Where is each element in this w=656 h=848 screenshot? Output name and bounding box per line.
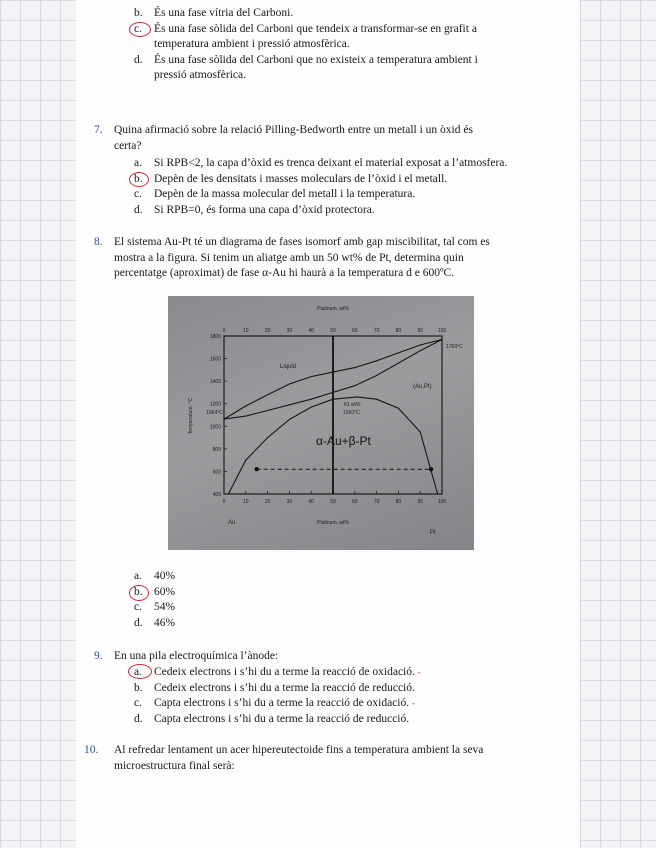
option-letter: d.: [134, 616, 143, 629]
x-tick-label: 10: [243, 499, 249, 505]
x-tick-label: 100: [437, 499, 447, 505]
option-letter: b.: [134, 172, 143, 185]
x-tick-label-top: 30: [286, 328, 293, 334]
question-9: [94, 649, 279, 665]
q8-option-c: [134, 600, 175, 616]
option-text: És una fase vítria del Carboni.: [154, 7, 294, 19]
q9-option-c: [134, 696, 421, 712]
y-tick-label: 600: [212, 469, 221, 476]
y-tick-label: 1600: [209, 356, 221, 363]
option-letter: a.: [134, 157, 142, 169]
y-tick-label: 1000: [209, 424, 221, 431]
option-letter: a.: [134, 570, 142, 582]
option-text: Si RPB=0, és forma una capa d’òxid protectora.: [154, 203, 375, 216]
question-text: El sistema Au-Pt té un diagrama de fases isomorf amb gap miscibilitat, tal com es: [114, 236, 490, 248]
q7-question: [94, 123, 473, 139]
q8-option-a: [134, 569, 175, 585]
x-tick-label: 80: [395, 499, 402, 505]
option-text: Cedeix electrons i s’hi du a terme la reacció de oxidació.: [154, 666, 415, 678]
q8-question-cont-1: mostra a la figura. Si tenim un aliatge amb un 50 wt% de Pt, determina quin: [114, 251, 464, 264]
x-tick-label-top: 0: [222, 328, 226, 334]
q7-option-d: [134, 203, 507, 219]
liquid-region-label: Liquid: [280, 364, 297, 370]
answer-circle-mark: [129, 585, 149, 601]
y-tick-label: 400: [212, 492, 221, 498]
au-melting-label: 1064°C: [206, 410, 223, 416]
question-10: [84, 743, 484, 774]
x-tick-label-top: 20: [264, 328, 271, 334]
answer-circle-mark: [128, 664, 152, 679]
option-text: Capta electrons i s’hi du a terme la reacció de oxidació.: [154, 697, 410, 710]
gap-region-label: α-Au+β-Pt: [316, 434, 371, 448]
q6-option-c: [134, 22, 478, 38]
x-tick-label-top: 100: [437, 328, 447, 334]
q8-option-b: [134, 585, 175, 601]
x-tick-label: 0: [222, 499, 226, 505]
option-text: Cedeix electrons i s’hi du a terme la reacció de reducció.: [154, 681, 415, 694]
question-8-options: [134, 569, 175, 631]
tie-line-endpoint: [429, 467, 433, 471]
q9-question: [94, 649, 279, 665]
option-letter: d.: [134, 712, 143, 725]
option-letter: d.: [134, 203, 143, 216]
x-tick-label-top: 80: [395, 328, 402, 334]
question-number: 8.: [94, 236, 103, 248]
question-text: Al refredar lentament un acer hipereutectoide fins a temperatura ambient la seva: [114, 744, 484, 756]
q6-option-d-cont: pressió atmosfèrica.: [154, 69, 246, 82]
question-9-options: [134, 665, 421, 727]
question-7-options: [134, 156, 507, 218]
y-tick-label: 800: [212, 446, 221, 453]
critical-temp-label: 1260°C: [343, 410, 360, 416]
question-number: 7.: [94, 124, 103, 136]
x-tick-label: 70: [373, 499, 380, 505]
q6-option-b: [134, 6, 478, 22]
answer-circle-mark: [129, 172, 149, 187]
q7-option-b: [134, 172, 507, 188]
x-tick-label-top: 50: [330, 328, 336, 334]
x-tick-label: 90: [417, 499, 423, 505]
q9-option-d: [134, 712, 421, 728]
critical-comp-label: 61 wt%: [344, 402, 361, 408]
x-tick-label-top: 90: [417, 328, 423, 334]
x-axis-label: Platinum, wt%: [317, 520, 349, 526]
option-text: És una fase sòlida del Carboni que tendeix a transformar-se en grafit a: [154, 22, 477, 35]
option-text: Capta electrons i s’hi du a terme la reacció de reducció.: [154, 712, 410, 725]
q6-option-d: [134, 53, 478, 69]
x-tick-label-top: 40: [308, 328, 314, 334]
q8-question: [94, 235, 490, 251]
question-6-options: [134, 6, 478, 84]
x-tick-label-top: 60: [352, 328, 358, 334]
chart-title: Platinum, wt%: [317, 306, 349, 312]
q9-option-b: [134, 681, 421, 697]
question-number: 9.: [94, 650, 103, 662]
option-text: És una fase sòlida del Carboni que no existeix a temperatura ambient i: [154, 53, 478, 66]
option-text: Si RPB<2, la capa d’òxid es trenca deixant el material exposat a l’atmosfera.: [154, 157, 508, 169]
x-tick-label: 20: [264, 499, 271, 505]
question-8: [94, 235, 490, 282]
option-letter: c.: [134, 22, 142, 35]
option-letter: a.: [134, 666, 142, 678]
option-letter: b.: [134, 585, 143, 598]
pen-tick-mark: -: [412, 698, 416, 709]
option-text: 46%: [154, 616, 176, 629]
q10-question: [84, 743, 484, 759]
y-axis-label: Temperature, °C: [188, 397, 194, 435]
x-tick-label: 60: [352, 499, 358, 505]
q9-option-a: [134, 665, 421, 681]
option-letter: b.: [134, 681, 143, 694]
answer-circle-mark: [129, 22, 151, 37]
x-tick-label-top: 10: [243, 328, 249, 334]
q7-question-cont: certa?: [114, 139, 142, 152]
question-text: Quina afirmació sobre la relació Pilling-Bedworth entre un metall i un òxid és: [114, 124, 473, 136]
x-tick-label: 30: [286, 499, 293, 505]
q10-question-cont: microestructura final serà:: [114, 759, 235, 772]
y-tick-label: 1200: [209, 401, 221, 408]
pt-melting-label: 1769°C: [446, 344, 463, 350]
y-tick-label: 1400: [209, 379, 221, 386]
option-text: 54%: [154, 601, 176, 614]
option-letter: b.: [134, 7, 143, 19]
q8-option-d: [134, 616, 175, 632]
left-element-label: Au: [228, 520, 236, 526]
option-letter: c.: [134, 188, 142, 201]
phase-diagram-photo: [168, 296, 474, 550]
q6-option-c-cont: temperatura ambient i pressió atmosfèrica.: [154, 38, 350, 51]
x-tick-label: 50: [330, 499, 336, 505]
question-number: 10.: [84, 744, 99, 756]
option-letter: c.: [134, 601, 142, 614]
question-7: [94, 123, 473, 154]
q8-question-cont-2: percentatge (aproximat) de fase α-Au hi haurà a la temperatura d e 600ºC.: [114, 267, 455, 280]
pen-tick-mark: -: [417, 667, 421, 677]
tie-line-endpoint: [255, 467, 259, 471]
option-letter: d.: [134, 53, 143, 66]
solid-region-label: (Au,Pt): [413, 384, 432, 390]
question-text: En una pila electroquímica l’ànode:: [114, 650, 279, 662]
option-text: Depèn de la massa molecular del metall i la temperatura.: [154, 188, 416, 201]
option-letter: c.: [134, 697, 142, 710]
q7-option-c: [134, 187, 507, 203]
right-element-label: Pt: [430, 530, 436, 536]
option-text: Depèn de les densitats i masses moleculars de l’òxid i el metall.: [154, 172, 448, 185]
x-tick-label: 40: [308, 499, 314, 505]
option-text: 40%: [154, 570, 176, 582]
q7-option-a: [134, 156, 507, 172]
option-text: 60%: [154, 585, 176, 598]
phase-diagram-chart: [168, 296, 474, 550]
x-tick-label-top: 70: [373, 328, 380, 334]
y-tick-label: 1800: [209, 334, 221, 340]
